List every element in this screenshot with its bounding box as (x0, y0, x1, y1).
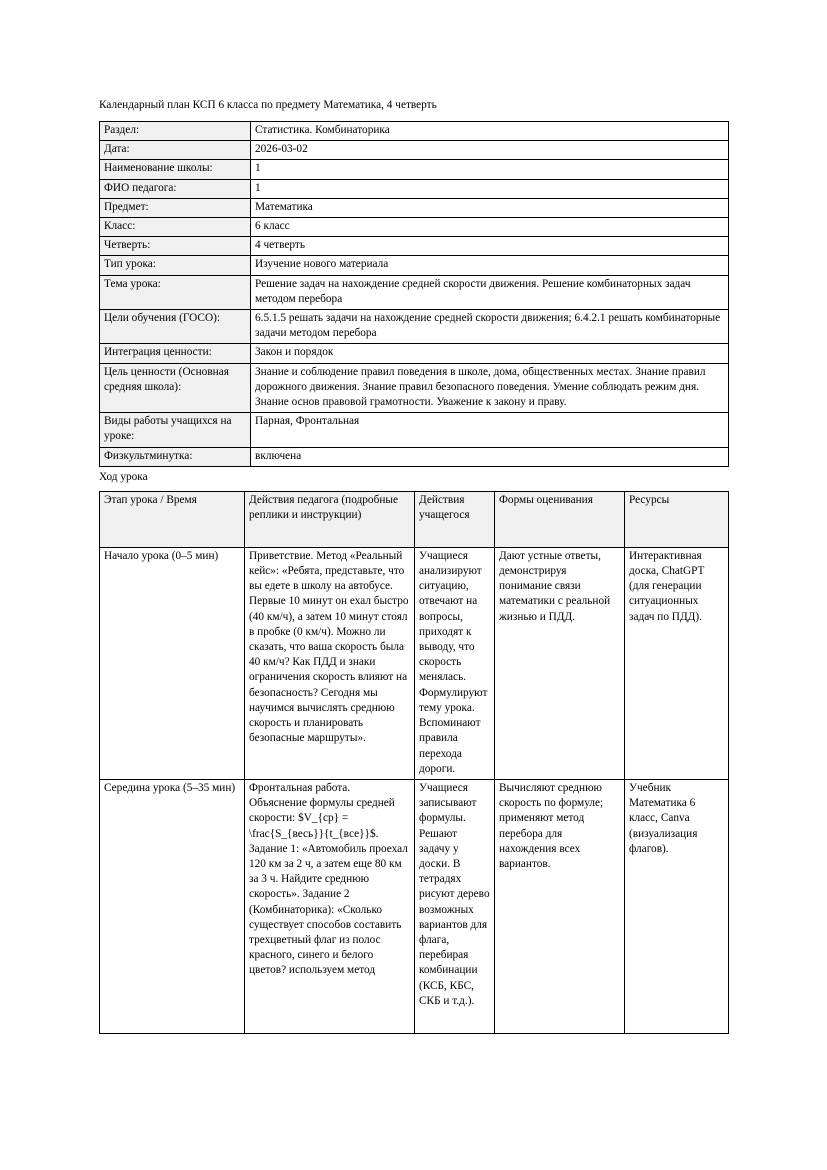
lesson-table-header (100, 491, 729, 547)
column-header-teacher-actions: Действия педагога (подробные реплики и инструкции) (245, 491, 415, 547)
table-header-row (100, 491, 729, 547)
info-label: Виды работы учащихся на уроке: (100, 413, 251, 447)
lesson-resources: Интерактивная доска, ChatGPT (для генерации ситуационных задач по ПДД). (625, 547, 729, 779)
info-value: Закон и порядок (251, 344, 729, 363)
table-row (100, 310, 729, 344)
info-value: Парная, Фронтальная (251, 413, 729, 447)
table-row (100, 344, 729, 363)
info-label: Цели обучения (ГОСО): (100, 310, 251, 344)
info-label: Дата: (100, 141, 251, 160)
table-row (100, 141, 729, 160)
lesson-assessment: Вычисляют среднюю скорость по формуле; применяют метод перебора для нахождения всех вариантов. (495, 779, 625, 1033)
info-label: Предмет: (100, 198, 251, 217)
info-label: Интеграция ценности: (100, 344, 251, 363)
lesson-stage: Середина урока (5–35 мин) (100, 779, 245, 1033)
table-row (100, 547, 729, 779)
column-header-student-actions: Действия учащегося (415, 491, 495, 547)
info-label: ФИО педагога: (100, 179, 251, 198)
info-label: Раздел: (100, 122, 251, 141)
info-value: Математика (251, 198, 729, 217)
lesson-teacher-actions: Приветствие. Метод «Реальный кейс»: «Ребята, представьте, что вы едете в школу на автобусе. Первые 10 минут он ехал быстро (40 км/ч), а затем 10 минут стоял в пробке (0 км/ч). Можно ли сказать, что ваша скорость была 40 км/ч? Как ПДД и знаки ограничения скорость влияют на безопасность? Сегодня мы научимся вычислять среднюю скорость и планировать безопасные маршруты». (245, 547, 415, 779)
table-row (100, 413, 729, 447)
lesson-table-body (100, 547, 729, 1033)
lesson-teacher-actions: Фронтальная работа. Объяснение формулы средней скорости: $V_{cp} = \frac{S_{весь}}{t_{все}}$. Задание 1: «Автомобиль проехал 120 км за 2 ч, а затем еще 80 км за 3 ч. Найдите среднюю скорость». Задание 2 (Комбинаторика): «Сколько существует способов составить трехцветный флаг из полос красного, синего и белого цветов? используем метод (245, 779, 415, 1033)
table-row (100, 779, 729, 1033)
table-row (100, 122, 729, 141)
lesson-student-actions: Учащиеся записывают формулы. Решают задачу у доски. В тетрадях рисуют дерево возможных вариантов для флага, перебирая комбинации (КСБ, КБС, СКБ и т.д.). (415, 779, 495, 1033)
page-title: Календарный план КСП 6 класса по предмету Математика, 4 четверть (99, 99, 437, 111)
info-value: Статистика. Комбинаторика (251, 122, 729, 141)
section-caption-lesson-flow: Ход урока (99, 470, 148, 483)
info-label: Тип урока: (100, 256, 251, 275)
table-row (100, 160, 729, 179)
table-row (100, 256, 729, 275)
table-row (100, 218, 729, 237)
column-header-resources: Ресурсы (625, 491, 729, 547)
info-value: 4 четверть (251, 237, 729, 256)
document-content (99, 98, 728, 1034)
table-row (100, 275, 729, 309)
info-value: Знание и соблюдение правил поведения в школе, дома, общественных местах. Знание правил дорожного движения. Знание правил безопасного поведения. Умение соблюдать режим дня. Знание основ правовой грамотности. Уважение к закону и праву. (251, 363, 729, 413)
column-header-stage: Этап урока / Время (100, 491, 245, 547)
info-value: 2026-03-02 (251, 141, 729, 160)
table-row (100, 198, 729, 217)
info-value: Изучение нового материала (251, 256, 729, 275)
info-label: Цель ценности (Основная средняя школа): (100, 363, 251, 413)
info-value: включена (251, 447, 729, 466)
lesson-resources: Учебник Математика 6 класс, Canva (визуализация флагов). (625, 779, 729, 1033)
lesson-stage: Начало урока (0–5 мин) (100, 547, 245, 779)
info-table-body (100, 122, 729, 467)
info-value: 6.5.1.5 решать задачи на нахождение средней скорости движения; 6.4.2.1 решать комбинаторные задачи методом перебора (251, 310, 729, 344)
lesson-assessment: Дают устные ответы, демонстрируя понимание связи математики с реальной жизнью и ПДД. (495, 547, 625, 779)
table-row (100, 179, 729, 198)
lesson-student-actions: Учащиеся анализируют ситуацию, отвечают на вопросы, приходят к выводу, что скорость менялась. Формулируют тему урока. Вспоминают правила перехода дороги. (415, 547, 495, 779)
info-label: Тема урока: (100, 275, 251, 309)
lesson-flow-table (99, 491, 729, 1034)
info-value: 1 (251, 179, 729, 198)
table-row (100, 237, 729, 256)
info-value: 6 класс (251, 218, 729, 237)
table-row (100, 447, 729, 466)
column-header-assessment: Формы оценивания (495, 491, 625, 547)
info-label: Класс: (100, 218, 251, 237)
info-label: Наименование школы: (100, 160, 251, 179)
info-value: 1 (251, 160, 729, 179)
info-label: Физкультминутка: (100, 447, 251, 466)
table-row (100, 363, 729, 413)
info-value: Решение задач на нахождение средней скорости движения. Решение комбинаторных задач методом перебора (251, 275, 729, 309)
info-label: Четверть: (100, 237, 251, 256)
lesson-info-table (99, 121, 729, 467)
